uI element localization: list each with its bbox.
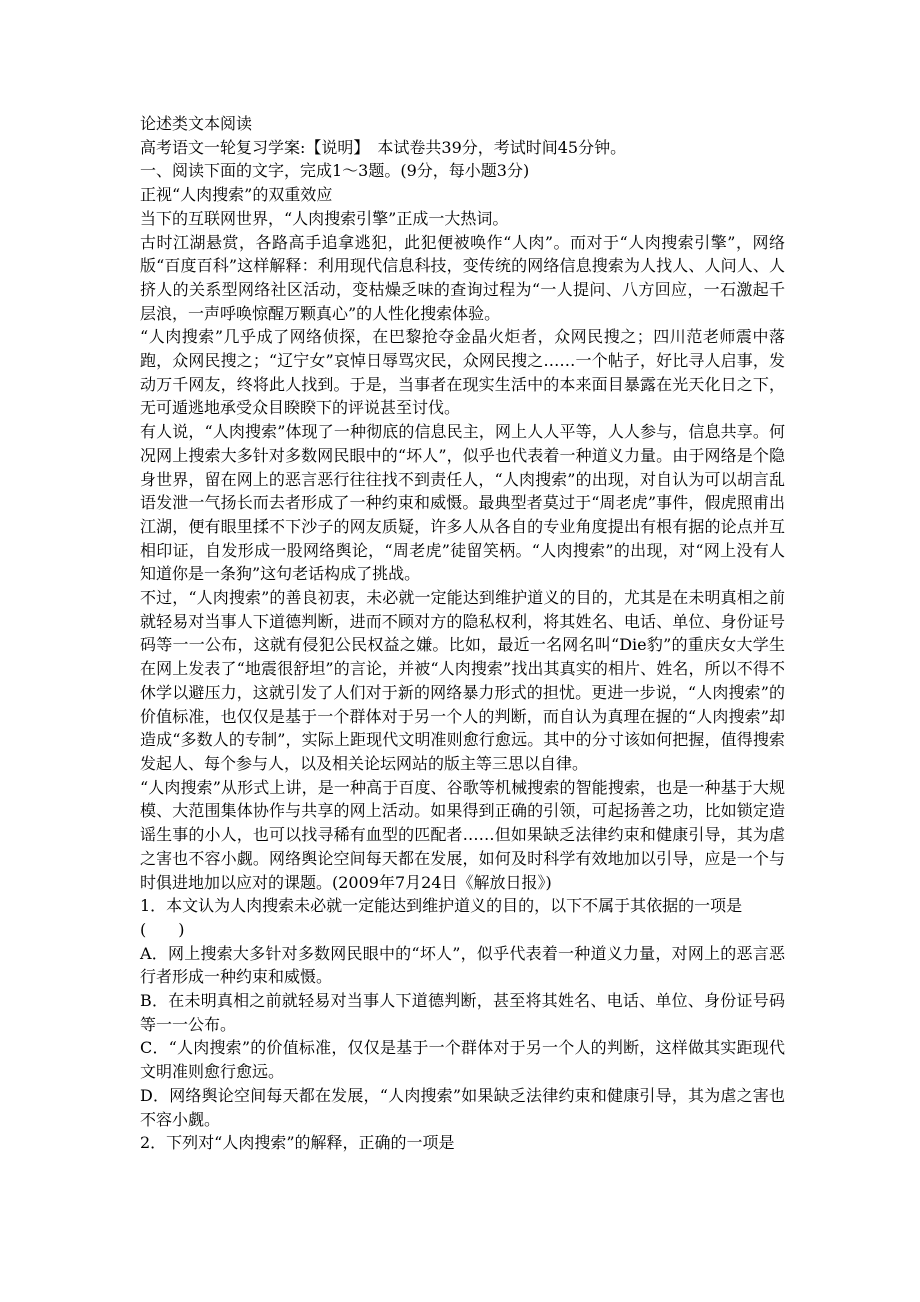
question-2-stem: 2．下列对“人肉搜索”的解释，正确的一项是	[140, 1133, 455, 1153]
document-subtitle: 高考语文一轮复习学案:【说明】 本试卷共39分，考试时间45分钟。	[140, 137, 627, 157]
question-1-bracket: ( )	[140, 919, 185, 939]
paragraph: “人肉搜索”几乎成了网络侦探，在巴黎抢夺金晶火炬者，众网民搜之；四川范老师震中落跑，众网民搜之；“辽宁女”哀悼日辱骂灾民，众网民搜之……一个帖子，好比寻人启事，发动万千网友，终将此人找到。于是，当事者在现实生活中的本来面目暴露在光天化日之下，无可遁逃地承受众目睽睽下的评说甚至讨伐。	[140, 327, 785, 418]
question-1-option-a: A．网上搜索大多针对多数网民眼中的“坏人”，似乎代表着一种道义力量，对网上的恶言恶行者形成一种约束和威慑。	[140, 943, 785, 987]
paragraph: 有人说，“人肉搜索”体现了一种彻底的信息民主，网上人人平等，人人参与，信息共享。何况网上搜索大多针对多数网民眼中的“坏人”，似乎也代表着一种道义力量。由于网络是个隐身世界，留在网上的恶言恶行往往找不到责任人，“人肉搜索”的出现，对自认为可以胡言乱语发泄一气扬长而去者形成了一种约束和威慑。最典型者莫过于“周老虎”事件，假虎照甫出江湖，便有眼里揉不下沙子的网友质疑，许多人从各自的专业角度提出有根有据的论点并互相印证，自发形成一股网络舆论，“周老虎”徒留笑柄。“人肉搜索”的出现，对“网上没有人知道你是一条狗”这句老话构成了挑战。	[140, 422, 785, 584]
section-heading: 一、阅读下面的文字，完成1～3题。(9分，每小题3分)	[140, 161, 530, 181]
question-1-option-b: B．在未明真相之前就轻易对当事人下道德判断，甚至将其姓名、电话、单位、身份证号码等一一公布。	[140, 991, 785, 1034]
paragraph: 不过，“人肉搜索”的善良初衷，未必就一定能达到维护道义的目的，尤其是在未明真相之前就轻易对当事人下道德判断，进而不顾对方的隐私权利，将其姓名、电话、单位、身份证号码等一一公布，这就有侵犯公民权益之嫌。比如，最近一名网名叫“Die豹”的重庆女大学生在网上发表了“地震很舒坦”的言论，并被“人肉搜索”找出其真实的相片、姓名，所以不得不休学以避压力，这就引发了人们对于新的网络暴力形式的担忧。更进一步说，“人肉搜索”的价值标准，也仅仅是基于一个群体对于另一个人的判断，而自认为真理在握的“人肉搜索”却造成“多数人的专制”，实际上距现代文明准则愈行愈远。其中的分寸该如何把握，值得搜索发起人、每个参与人，以及相关论坛网站的版主等三思以自律。	[140, 588, 785, 773]
question-1-option-d: D．网络舆论空间每天都在发展，“人肉搜索”如果缺乏法律约束和健康引导，其为虐之害也不容小觑。	[140, 1085, 785, 1129]
question-1-option-c: C．“人肉搜索”的价值标准，仅仅是基于一个群体对于另一个人的判断，这样做其实距现代文明准则愈行愈远。	[140, 1038, 785, 1082]
paragraph: 古时江湖悬赏，各路高手追拿逃犯，此犯便被唤作“人肉”。而对于“人肉搜索引擎”，网络版“百度百科”这样解释：利用现代信息科技，变传统的网络信息搜索为人找人、人问人、人挤人的关系型网络社区活动，变枯燥乏味的查询过程为“一人提问、八方回应，一石激起千层浪，一声呼唤惊醒万颗真心”的人性化搜索体验。	[140, 232, 785, 323]
paragraph: 当下的互联网世界，“人肉搜索引擎”正成一大热词。	[140, 208, 509, 228]
document-page	[140, 112, 785, 1155]
paragraph: “人肉搜索”从形式上讲，是一种高于百度、谷歌等机械搜索的智能搜索，也是一种基于大规模、大范围集体协作与共享的网上活动。如果得到正确的引领，可起扬善之功，比如锁定造谣生事的小人，也可以找寻稀有血型的匹配者……但如果缺乏法律约束和健康引导，其为虐之害也不容小觑。网络舆论空间每天都在发展，如何及时科学有效地加以引导，应是一个与时俱进地加以应对的课题。(2009年7月24日《解放日报》)	[140, 777, 785, 892]
question-1-stem: 1．本文认为人肉搜索未必就一定能达到维护道义的目的，以下不属于其依据的一项是	[140, 896, 743, 916]
document-title: 论述类文本阅读	[140, 114, 253, 133]
article-title: 正视“人肉搜索”的双重效应	[140, 185, 333, 205]
